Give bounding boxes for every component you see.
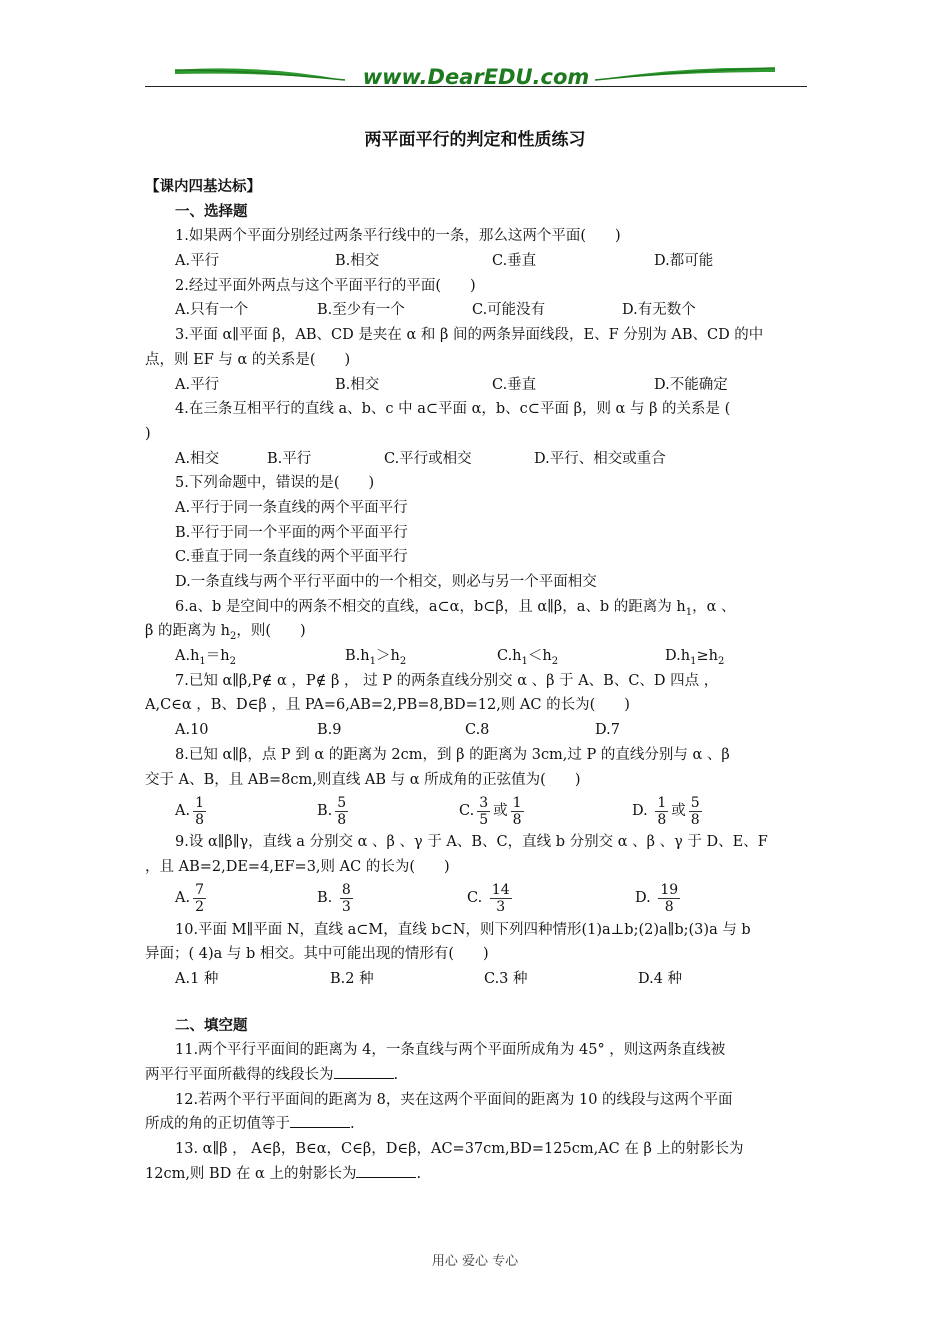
option: B. $\frac{8}{3}$ bbox=[317, 882, 351, 916]
option: B. $\frac{5}{8}$ bbox=[317, 794, 347, 828]
option: B.2 种 bbox=[330, 970, 374, 987]
option: A.平行 bbox=[175, 376, 220, 393]
question-2-options bbox=[145, 298, 807, 323]
question-2: 2.经过平面外两点与这个平面平行的平面( ) bbox=[175, 277, 476, 294]
option: A.平行 bbox=[175, 253, 220, 270]
option: D. $\frac{19}{8}$ bbox=[635, 882, 679, 916]
option: D.4 种 bbox=[638, 970, 683, 987]
option: $A.h_1=h_2$ bbox=[175, 648, 237, 667]
option: A.10 bbox=[175, 722, 209, 739]
question-3: 3.平面 α∥平面 β，AB、CD 是夹在 α 和 β 间的两条异面线段，E、F 分别为 AB、CD 的中 bbox=[175, 327, 764, 344]
option: B.至少有一个 bbox=[317, 302, 405, 319]
question-4-cont: ) bbox=[145, 425, 151, 442]
option: D.平行、相交或重合 bbox=[534, 450, 666, 467]
question-3-options bbox=[145, 373, 807, 398]
option: C.垂直 bbox=[492, 376, 537, 393]
option: $B.h_1>h_2$ bbox=[345, 648, 407, 667]
question-9-cont: ，且 AB=2,DE=4,EF=3,则 AC 的长为( ) bbox=[145, 858, 450, 875]
question-9-options bbox=[145, 880, 807, 918]
option: B.相交 bbox=[335, 376, 380, 393]
header-rule bbox=[145, 86, 807, 87]
option: C. $\frac{3}{5}$ 或 $\frac{1}{8}$ bbox=[459, 794, 522, 828]
page-title: 两平面平行的判定和性质练习 bbox=[364, 130, 586, 150]
question-4: 4.在三条互相平行的直线 a、b、c 中 a⊂平面 α，b、c⊂平面 β，则 α 与 β 的关系是 ( bbox=[175, 401, 731, 418]
part-heading-choice: 一、选择题 bbox=[175, 203, 248, 220]
option: B.9 bbox=[317, 722, 342, 739]
question-7-cont: A,C∈α ，B、D∈β ，且 PA=6,AB=2,PB=8,BD=12,则 AC 的长为( ) bbox=[145, 697, 630, 714]
answer-blank[interactable] bbox=[290, 1113, 350, 1128]
section-heading: 【课内四基达标】 bbox=[145, 179, 261, 195]
part-heading-fill: 二、填空题 bbox=[175, 1017, 248, 1034]
page-footer: 用心 爱心 专心 bbox=[431, 1254, 519, 1269]
answer-blank[interactable] bbox=[334, 1064, 394, 1079]
option: C.可能没有 bbox=[472, 302, 546, 319]
question-10-options bbox=[145, 967, 807, 992]
question-3-cont: 点，则 EF 与 α 的关系是( ) bbox=[145, 351, 351, 368]
option: $D.h_1\ge h_2$ bbox=[665, 648, 725, 667]
option: A.平行于同一条直线的两个平面平行 bbox=[175, 499, 408, 516]
question-10-cont: 异面；( 4)a 与 b 相交。其中可能出现的情形有( ) bbox=[145, 946, 489, 963]
question-6: 6.a、b 是空间中的两条不相交的直线，a⊂α，b⊂β，且 α∥β，a、b 的距离为 $h_1$，α 、 bbox=[175, 598, 736, 618]
site-url-text: www.DearEDU.com bbox=[362, 65, 590, 89]
option: B.平行 bbox=[267, 450, 312, 467]
question-12-cont: 所成的角的正切值等于 . bbox=[145, 1112, 807, 1137]
worksheet-body bbox=[145, 175, 807, 1186]
option: A.1 种 bbox=[175, 970, 219, 987]
option: D.7 bbox=[595, 722, 620, 739]
question-6-options bbox=[145, 644, 807, 669]
option: A.相交 bbox=[175, 450, 220, 467]
option: A. $\frac{1}{8}$ bbox=[175, 794, 205, 828]
question-8: 8.已知 α∥β，点 P 到 α 的距离为 2cm，到 β 的距离为 3cm,过 P 的直线分别与 α 、β bbox=[175, 746, 730, 763]
option: C.3 种 bbox=[484, 970, 528, 987]
question-5: 5.下列命题中，错误的是( ) bbox=[175, 475, 375, 492]
option: D.有无数个 bbox=[622, 302, 696, 319]
option: B.平行于同一个平面的两个平面平行 bbox=[175, 524, 408, 541]
option: C.垂直 bbox=[492, 253, 537, 270]
option: D.一条直线与两个平行平面中的一个相交，则必与另一个平面相交 bbox=[175, 574, 597, 590]
option: C. $\frac{14}{3}$ bbox=[467, 882, 510, 916]
question-7: 7.已知 α∥β,P∉ α ，P∉ β ， 过 P 的两条直线分别交 α 、β 于 A、B、C、D 四点 ， bbox=[175, 672, 719, 689]
option: D.不能确定 bbox=[654, 376, 728, 393]
option: A. $\frac{7}{2}$ bbox=[175, 882, 205, 916]
question-13: 13. α∥β ， A∈β，B∈α，C∈β，D∈β，AC=37cm,BD=125cm,AC 在 β 上的射影长为 bbox=[175, 1141, 744, 1158]
answer-blank[interactable] bbox=[356, 1163, 416, 1178]
question-9: 9.设 α∥β∥γ，直线 a 分别交 α 、β 、γ 于 A、B、C，直线 b 分别交 α 、β 、γ 于 D、E、F bbox=[175, 834, 768, 851]
question-8-cont: 交于 A、B，且 AB=8cm,则直线 AB 与 α 所成角的正弦值为( ) bbox=[145, 771, 581, 788]
question-13-cont: 12cm,则 BD 在 α 上的射影长为 . bbox=[145, 1162, 807, 1187]
option: C.垂直于同一条直线的两个平面平行 bbox=[175, 549, 408, 566]
question-1-options bbox=[145, 249, 807, 274]
option: C.平行或相交 bbox=[384, 450, 472, 467]
question-1: 1.如果两个平面分别经过两条平行线中的一条，那么这两个平面( ) bbox=[175, 228, 621, 245]
question-10: 10.平面 M∥平面 N，直线 a⊂M，直线 b⊂N，则下列四种情形(1)a⊥b;(2)a∥b;(3)a 与 b bbox=[175, 921, 751, 938]
option: B.相交 bbox=[335, 253, 380, 270]
option: D.都可能 bbox=[654, 253, 714, 270]
question-11: 11.两个平行平面间的距离为 4，一条直线与两个平面所成角为 45° ，则这两条直线被 bbox=[175, 1042, 726, 1059]
question-7-options bbox=[145, 718, 807, 743]
question-11-cont: 两平行平面所截得的线段长为 . bbox=[145, 1063, 807, 1088]
option: D. $\frac{1}{8}$ 或 $\frac{5}{8}$ bbox=[632, 794, 700, 828]
option: C.8 bbox=[465, 722, 490, 739]
question-6-cont: β 的距离为 $h_2$，则( ) bbox=[145, 623, 306, 643]
question-8-options bbox=[145, 792, 807, 830]
option: $C.h_1<h_2$ bbox=[497, 648, 559, 667]
option: A.只有一个 bbox=[175, 302, 249, 319]
question-4-options bbox=[145, 447, 807, 472]
question-12: 12.若两个平行平面间的距离为 8，夹在这两个平面间的距离为 10 的线段与这两个平面 bbox=[175, 1091, 733, 1108]
